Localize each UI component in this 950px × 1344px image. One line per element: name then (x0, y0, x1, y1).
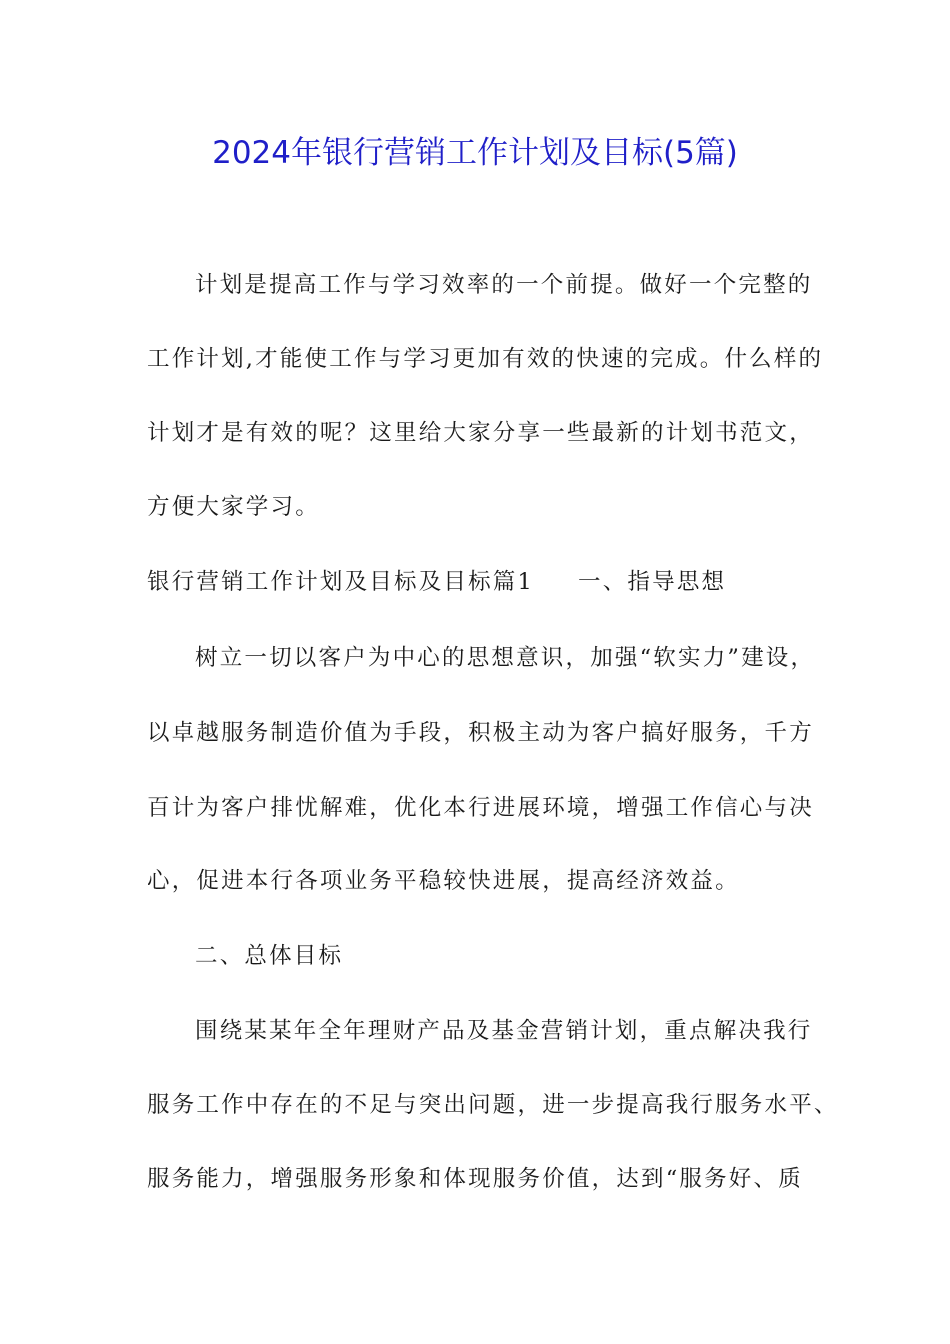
goal-line-1: 围绕某某年全年理财产品及基金营销计划，重点解决我行 (195, 1018, 813, 1044)
intro-line-3: 计划才是有效的呢？这里给大家分享一些最新的计划书范文， (147, 420, 814, 446)
guiding-line-4: 心，促进本行各项业务平稳较快进展，提高经济效益。 (147, 868, 740, 894)
guiding-line-3: 百计为客户排忧解难，优化本行进展环境，增强工作信心与决 (147, 795, 814, 821)
document-title: 2024年银行营销工作计划及目标(5篇) (212, 135, 738, 171)
guiding-line-2: 以卓越服务制造价值为手段，积极主动为客户搞好服务，千方 (147, 720, 814, 746)
intro-line-2: 工作计划,才能使工作与学习更加有效的快速的完成。什么样的 (147, 346, 824, 372)
goal-heading: 二、总体目标 (195, 943, 344, 969)
section-heading (147, 567, 726, 597)
guiding-principle-heading: 一、指导思想 (578, 569, 727, 595)
intro-line-4: 方便大家学习。 (147, 494, 320, 520)
guiding-line-1: 树立一切以客户为中心的思想意识，加强“软实力”建设， (195, 645, 816, 671)
goal-line-3: 服务能力，增强服务形象和体现服务价值，达到“服务好、质 (147, 1166, 803, 1192)
intro-line-1: 计划是提高工作与学习效率的一个前提。做好一个完整的 (195, 272, 813, 298)
article-heading: 银行营销工作计划及目标及目标篇1 (147, 569, 535, 595)
goal-line-2: 服务工作中存在的不足与突出问题，进一步提高我行服务水平、 (147, 1092, 839, 1118)
